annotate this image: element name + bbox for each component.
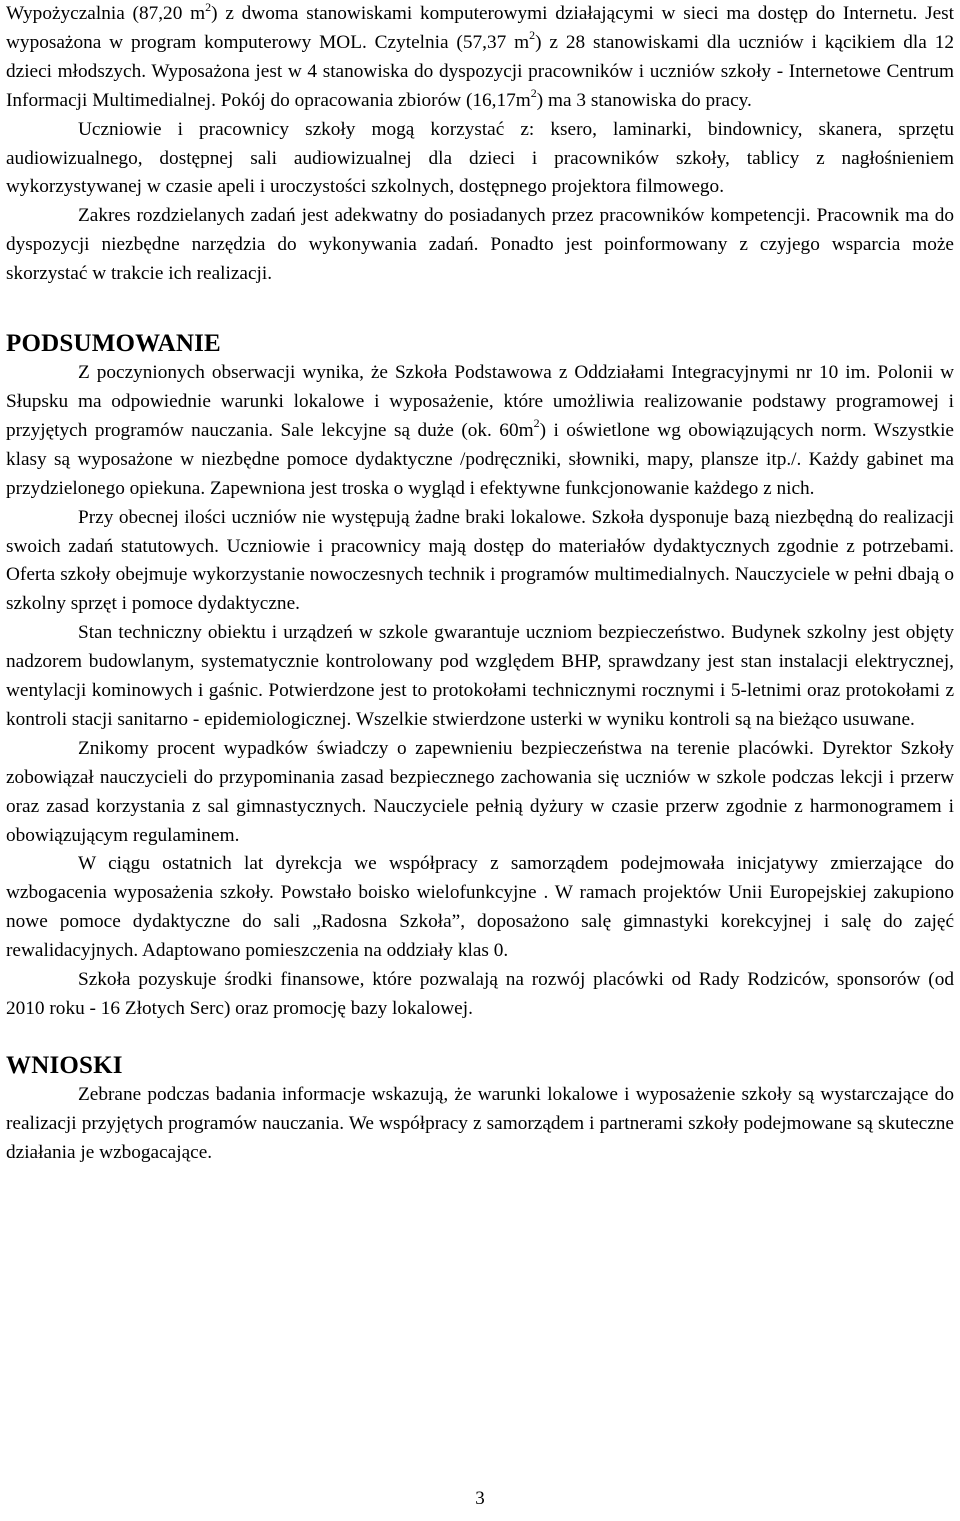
document-page bbox=[6, 0, 954, 1521]
paragraph-conclusions: Zebrane podczas badania informacje wskazują, że warunki lokalowe i wyposażenie szkoły są wystarczające do realizacji przyjętych programów nauczania. We współpracy z samorządem i partnerami szkoły podejmowane są skuteczne działania je wzbogacające. bbox=[6, 1083, 954, 1163]
paragraph-summary-intro: Z poczynionych obserwacji wynika, że Szkoła Podstawowa z Oddziałami Integracyjnymi nr 10 im. Polonii w Słupsku ma odpowiednie warunki lokalowe i wyposażenie, które umożliwia realizowanie podstawy programowej i przyjętych programów nauczania. Sale lekcyjne są duże (ok. $60m^2$) i oświetlone wg obowiązujących norm. Wszystkie klasy są wyposażone w niezbędne pomoce dydaktyczne /podręczniki, słowniki, mapy, plansze itp./. Każdy gabinet ma przydzielonego opiekuna. Zapewniona jest troska o wygląd i efektywne funkcjonowanie każdego z nich. bbox=[6, 362, 954, 499]
paragraph-library-rooms: Wypożyczalnia (87,20 $m^2$) z dwoma stanowiskami komputerowymi działającymi w sieci ma dostęp do Internetu. Jest wyposażona w program komputerowy MOL. Czytelnia (57,37 $m^2$) z 28 stanowiskami dla uczniów i kącikiem dla 12 dzieci młodszych. Wyposażona jest w 4 stanowiska do dyspozycji pracowników i uczniów szkoły - Internetowe Centrum Informacji Multimedialnej. Pokój do opracowania zbiorów $(16,17m^2)$ ma 3 stanowiska do pracy. bbox=[6, 0, 954, 111]
spacer bbox=[6, 1024, 954, 1051]
paragraph-summary: Znikomy procent wypadków świadczy o zapewnieniu bezpieczeństwa na terenie placówki. Dyrektor Szkoły zobowiązał nauczycieli do przypominania zasad bezpiecznego zachowania się uczniów w szkole podczas lekcji i przerw oraz zasad korzystania z sal gimnastycznych. Nauczyciele pełnią dyżury w czasie przerw zgodnie z harmonogramem i obowiązującym regulaminem. bbox=[6, 737, 954, 846]
page-number: 3 bbox=[475, 1488, 485, 1509]
section-heading-conclusions: WNIOSKI bbox=[6, 1051, 123, 1079]
paragraph-summary: Stan techniczny obiektu i urządzeń w szkole gwarantuje uczniom bezpieczeństwo. Budynek szkolny jest objęty nadzorem budowlanym, systematycznie kontrolowany pod względem BHP, sprawdzany jest stan instalacji elektrycznej, wentylacji kominowych i gaśnic. Potwierdzone jest to protokołami technicznymi rocznymi i 5-letnimi oraz protokołami z kontroli stacji sanitarno - epidemiologicznej. Wszelkie stwierdzone usterki w wyniku kontroli są na bieżąco usuwane. bbox=[6, 622, 954, 730]
paragraph-equipment: Uczniowie i pracownicy szkoły mogą korzystać z: ksero, laminarki, bindownicy, skanera, sprzętu audiowizualnego, dostępnej sali audiowizualnej dla dzieci i pracowników szkoły, tablicy z nagłośnieniem wykorzystywanej w czasie apeli i uroczystości szkolnych, dostępnego projektora filmowego. bbox=[6, 118, 954, 198]
paragraph-summary: Szkoła pozyskuje środki finansowe, które pozwalają na rozwój placówki od Rady Rodziców, sponsorów (od 2010 roku - 16 Złotych Serc) oraz promocję bazy lokalowej. bbox=[6, 969, 954, 1019]
paragraph-summary: W ciągu ostatnich lat dyrekcja we współpracy z samorządem podejmowała inicjatywy zmierzające do wzbogacenia wyposażenia szkoły. Powstało boisko wielofunkcyjne . W ramach projektów Unii Europejskiej zakupiono nowe pomoce dydaktyczne do sali „Radosna Szkoła”, doposażono salę gimnastyki korekcyjnej i salę do zajęć rewalidacyjnych. Adaptowano pomieszczenia na oddziały klas 0. bbox=[6, 853, 954, 962]
paragraph-summary: Przy obecnej ilości uczniów nie występują żadne braki lokalowe. Szkoła dysponuje bazą niezbędną do realizacji swoich zadań statutowych. Uczniowie i pracownicy mają dostęp do materiałów dydaktycznych zgodnie z potrzebami. Oferta szkoły obejmuje wykorzystanie nowoczesnych technik i programów multimedialnych. Nauczyciele w pełni dbają o szkolny sprzęt i pomoce dydaktyczne. bbox=[6, 506, 954, 615]
section-heading-summary: PODSUMOWANIE bbox=[6, 330, 221, 358]
paragraph-tasks: Zakres rozdzielanych zadań jest adekwatny do posiadanych przez pracowników kompetencji. Pracownik ma do dyspozycji niezbędne narzędzia do wykonywania zadań. Ponadto jest poinformowany z czyjego wsparcia może skorzystać w trakcie ich realizacji. bbox=[6, 205, 954, 285]
spacer bbox=[6, 289, 954, 329]
